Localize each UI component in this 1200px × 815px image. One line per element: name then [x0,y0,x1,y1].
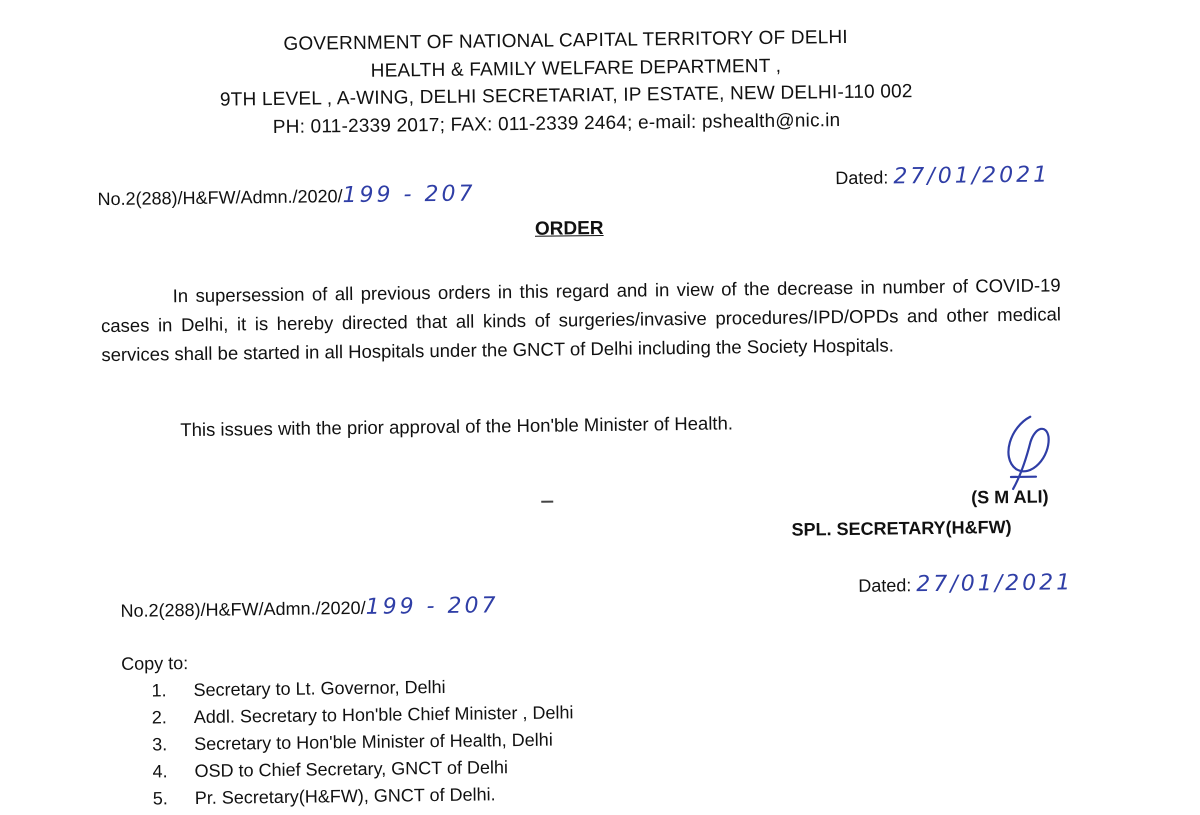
list-item-text: Secretary to Hon'ble Minister of Health, Delhi [194,729,553,754]
handwritten-reference-number: 199 - 207 [342,181,476,209]
dated-bottom [858,570,1073,598]
dated-label: Dated: [835,167,889,189]
dated-label: Dated: [858,575,912,596]
header-contact: PH: 011-2339 2017; FAX: 011-2339 2464; e-mail: pshealth@nic.in [272,110,841,138]
order-title: ORDER [534,217,604,240]
list-item [152,726,574,758]
dated-top [835,162,1050,190]
signature-scribble [990,406,1061,497]
signatory-name: (S M ALI) [971,486,1049,508]
reference-number-text: No.2(288)/H&FW/Admn./2020/ [120,597,366,621]
header-department: HEALTH & FAMILY WELFARE DEPARTMENT , [370,55,782,82]
copy-to-list [151,672,574,812]
list-item-number: 2. [151,707,167,728]
scan-mark [541,501,553,503]
reference-number-bottom [120,593,498,623]
list-item-number: 3. [152,734,168,755]
list-item-text: Pr. Secretary(H&FW), GNCT of Delhi. [194,784,496,808]
handwritten-reference-number: 199 - 207 [365,593,499,620]
reference-number-top [97,182,475,212]
handwritten-date: 27/01/2021 [893,162,1051,190]
reference-number-text: No.2(288)/H&FW/Admn./2020/ [97,186,343,210]
approval-statement: This issues with the prior approval of the Hon'ble Minister of Health. [180,412,734,441]
list-item-text: Secretary to Lt. Governor, Delhi [193,676,446,700]
list-item-text: Addl. Secretary to Hon'ble Chief Minister , Delhi [193,702,574,727]
list-item [153,780,575,812]
signatory-designation: SPL. SECRETARY(H&FW) [791,516,1012,540]
header-address: 9TH LEVEL , A-WING, DELHI SECRETARIAT, IP ESTATE, NEW DELHI-110 002 [219,81,913,111]
header-government: GOVERNMENT OF NATIONAL CAPITAL TERRITORY OF DELHI [283,26,848,55]
list-item-number: 4. [152,761,168,782]
list-item-number: 5. [152,788,168,809]
list-item-text: OSD to Chief Secretary, GNCT of Delhi [194,757,509,781]
order-body-paragraph [101,270,1062,369]
handwritten-date: 27/01/2021 [916,570,1074,598]
list-item-number: 1. [151,680,167,701]
copy-to-label: Copy to: [121,653,189,674]
order-body-text: In supersession of all previous orders in this regard and in view of the decrease in number of COVID-19 cases in Delhi, it is hereby directed that all kinds of surgeries/invasive procedures/IPD/OPDs and other medical services shall be started in all Hospitals under the GNCT of Delhi including the Society Hospitals. [100,274,1062,366]
